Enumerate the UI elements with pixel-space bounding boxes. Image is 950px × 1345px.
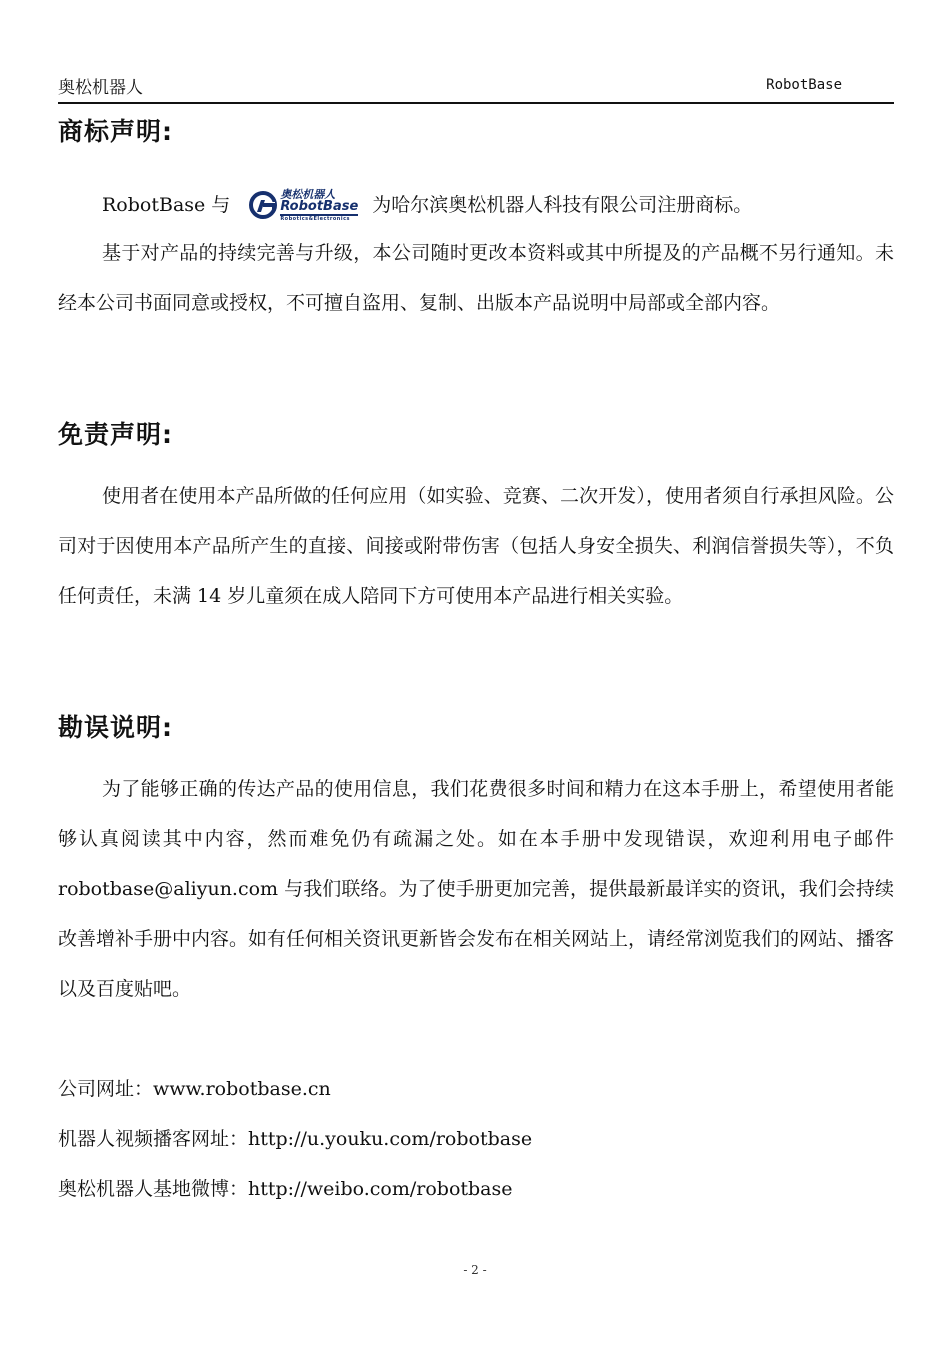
robotbase-logo-icon [248, 190, 278, 220]
trademark-paragraph: 基于对产品的持续完善与升级，本公司随时更改本资料或其中所提及的产品概不另行通知。未经本公司书面同意或授权，不可擅自盗用、复制、出版本产品说明中局部或全部内容。 [58, 242, 894, 314]
disclaimer-paragraph: 使用者在使用本产品所做的任何应用（如实验、竞赛、二次开发），使用者须自行承担风险。公司对于因使用本产品所产生的直接、间接或附带伤害（包括人身安全损失、利润信誉损失等），不负任何责任，未满 14 岁儿童须在成人陪同下方可使用本产品进行相关实验。 [58, 485, 894, 607]
logo-subtitle: Robotics&Electronics [280, 215, 351, 222]
trademark-statement [102, 185, 752, 225]
page-number: - 2 - [463, 1263, 487, 1277]
errata-paragraph: 为了能够正确的传达产品的使用信息，我们花费很多时间和精力在这本手册上，希望使用者能够认真阅读其中内容，然而难免仍有疏漏之处。如在本手册中发现错误，欢迎利用电子邮件 robotbase@aliyun.com 与我们联络。为了使手册更加完善，提供最新最详实的资讯，我们会持续改善增补手册中内容。如有任何相关资讯更新皆会发布在相关网站上，请经常浏览我们的网站、播客以及百度贴吧。 [58, 778, 895, 1000]
errata-heading: 勘误说明: [58, 713, 173, 742]
video-podcast-url: 机器人视频播客网址：http://u.youku.com/robotbase [58, 1128, 533, 1150]
trademark-heading: 商标声明: [58, 117, 173, 146]
trademark-prefix: RobotBase 与 [102, 194, 231, 216]
logo-english-text: RobotBase [280, 198, 359, 214]
disclaimer-heading: 免责声明: [58, 420, 173, 449]
weibo-url: 奥松机器人基地微博：http://weibo.com/robotbase [58, 1178, 513, 1200]
header-company-name: 奥松机器人 [58, 78, 143, 98]
company-website: 公司网址：www.robotbase.cn [58, 1078, 331, 1100]
trademark-suffix: 为哈尔滨奥松机器人科技有限公司注册商标。 [372, 194, 753, 216]
page-header [58, 70, 894, 104]
logo-chinese-text: 奥松机器人 [280, 187, 336, 201]
header-brand: RobotBase [766, 77, 842, 93]
robotbase-logo [248, 186, 358, 224]
